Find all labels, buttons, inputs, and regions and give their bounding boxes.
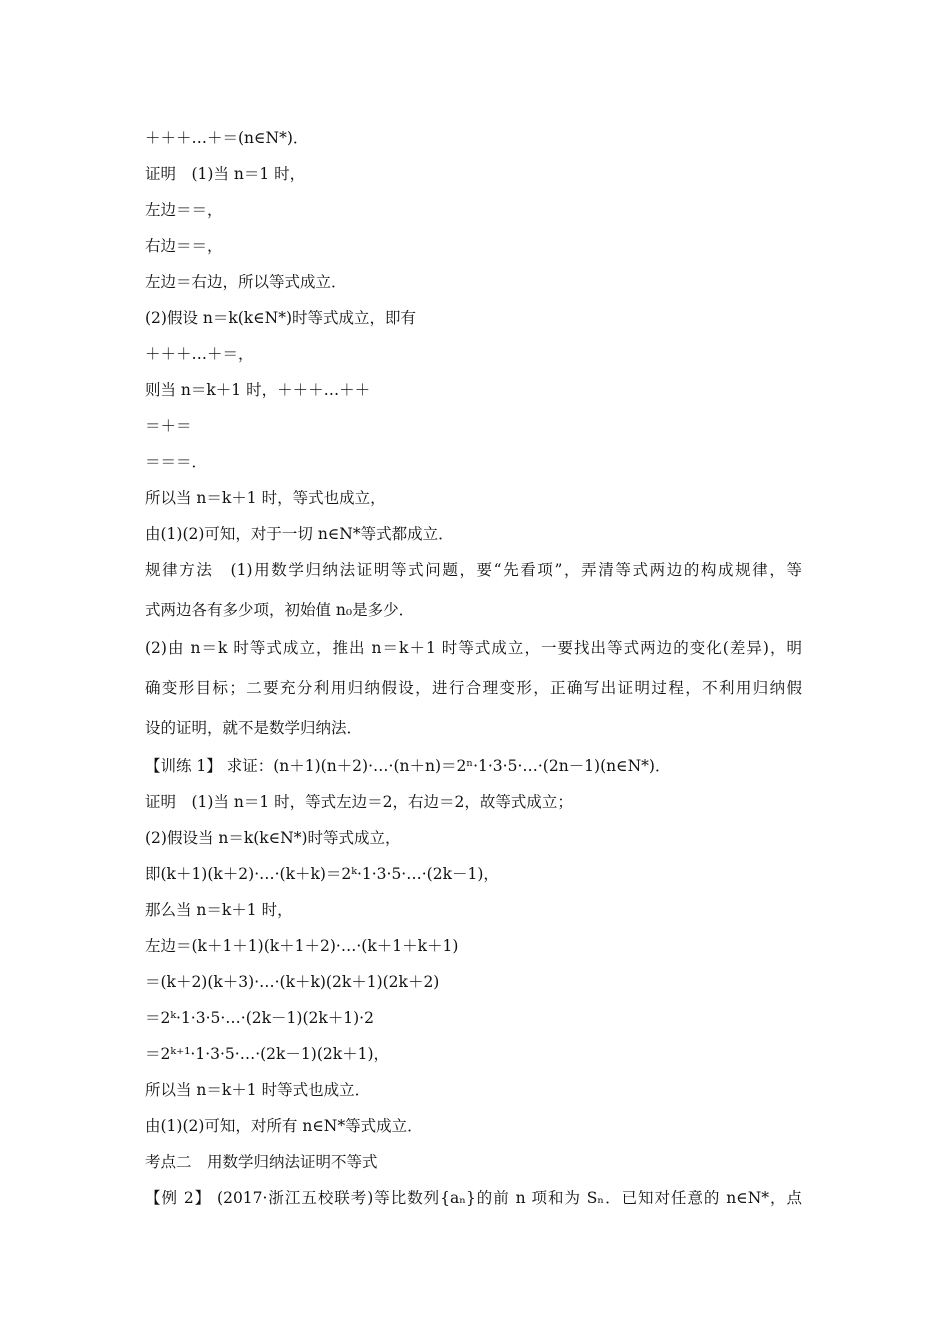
text-line: ＝＋＝ (145, 417, 192, 435)
method-line: 设的证明，就不是数学归纳法． (145, 719, 363, 737)
text-line: ＋＋＋…＋＝， (145, 345, 254, 363)
exercise-title-line: 【训练 1】 求证：(n＋1)(n＋2)·…·(n＋n)＝2ⁿ·1·3·5·…·(2n－1)(n∈N*)． (145, 757, 671, 775)
text-line: 所以当 n＝k＋1 时，等式也成立， (145, 489, 386, 507)
method-line: (2)由 n＝k 时等式成立，推出 n＝k＋1 时等式成立，一要找出等式两边的变化(差异)，明 (145, 639, 802, 657)
text-line: 证明 (1)当 n＝1 时，等式左边＝2，右边＝2，故等式成立； (145, 793, 573, 811)
text-line: 左边＝(k＋1＋1)(k＋1＋2)·…·(k＋1＋k＋1) (145, 937, 459, 955)
text-line: ＝(k＋2)(k＋3)·…·(k＋k)(2k＋1)(2k＋2) (145, 973, 440, 991)
text-line: 即(k＋1)(k＋2)·…·(k＋k)＝2ᵏ·1·3·5·…·(2k－1)， (145, 865, 499, 883)
text-line: (2)假设 n＝k(k∈N*)时等式成立，即有 (145, 309, 417, 327)
text-line: ＋＋＋…＋＝(n∈N*)． (145, 129, 309, 147)
method-line: 确变形目标；二要充分利用归纳假设，进行合理变形，正确写出证明过程，不利用归纳假 (145, 679, 802, 697)
example-title-line: 【例 2】 (2017·浙江五校联考)等比数列{aₙ}的前 n 项和为 Sₙ．已知对任意的 n∈N*，点 (145, 1189, 802, 1207)
method-line: 规律方法 (1)用数学归纳法证明等式问题，要“先看项”，弄清等式两边的构成规律，等 (145, 561, 802, 579)
text-line: 由(1)(2)可知，对所有 n∈N*等式成立． (145, 1117, 423, 1135)
text-line: ＝2ᵏ·1·3·5·…·(2k－1)(2k＋1)·2 (145, 1009, 374, 1027)
text-line: 左边＝右边，所以等式成立． (145, 273, 347, 291)
text-line: 那么当 n＝k＋1 时， (145, 901, 293, 919)
section-heading: 考点二 用数学归纳法证明不等式 (145, 1153, 378, 1171)
proof-heading-line: 证明 (1)当 n＝1 时， (145, 165, 306, 183)
text-line: 左边＝＝， (145, 201, 223, 219)
text-line: ＝＝＝． (145, 453, 208, 471)
text-line: 右边＝＝， (145, 237, 223, 255)
text-line: 所以当 n＝k＋1 时等式也成立． (145, 1081, 371, 1099)
text-line: ＝2ᵏ⁺¹·1·3·5·…·(2k－1)(2k＋1)， (145, 1045, 390, 1063)
text-line: 由(1)(2)可知，对于一切 n∈N*等式都成立． (145, 525, 454, 543)
text-line: (2)假设当 n＝k(k∈N*)时等式成立， (145, 829, 401, 847)
method-line: 式两边各有多少项，初始值 n₀是多少． (145, 601, 415, 619)
text-line: 则当 n＝k＋1 时，＋＋＋…＋＋ (145, 381, 371, 399)
